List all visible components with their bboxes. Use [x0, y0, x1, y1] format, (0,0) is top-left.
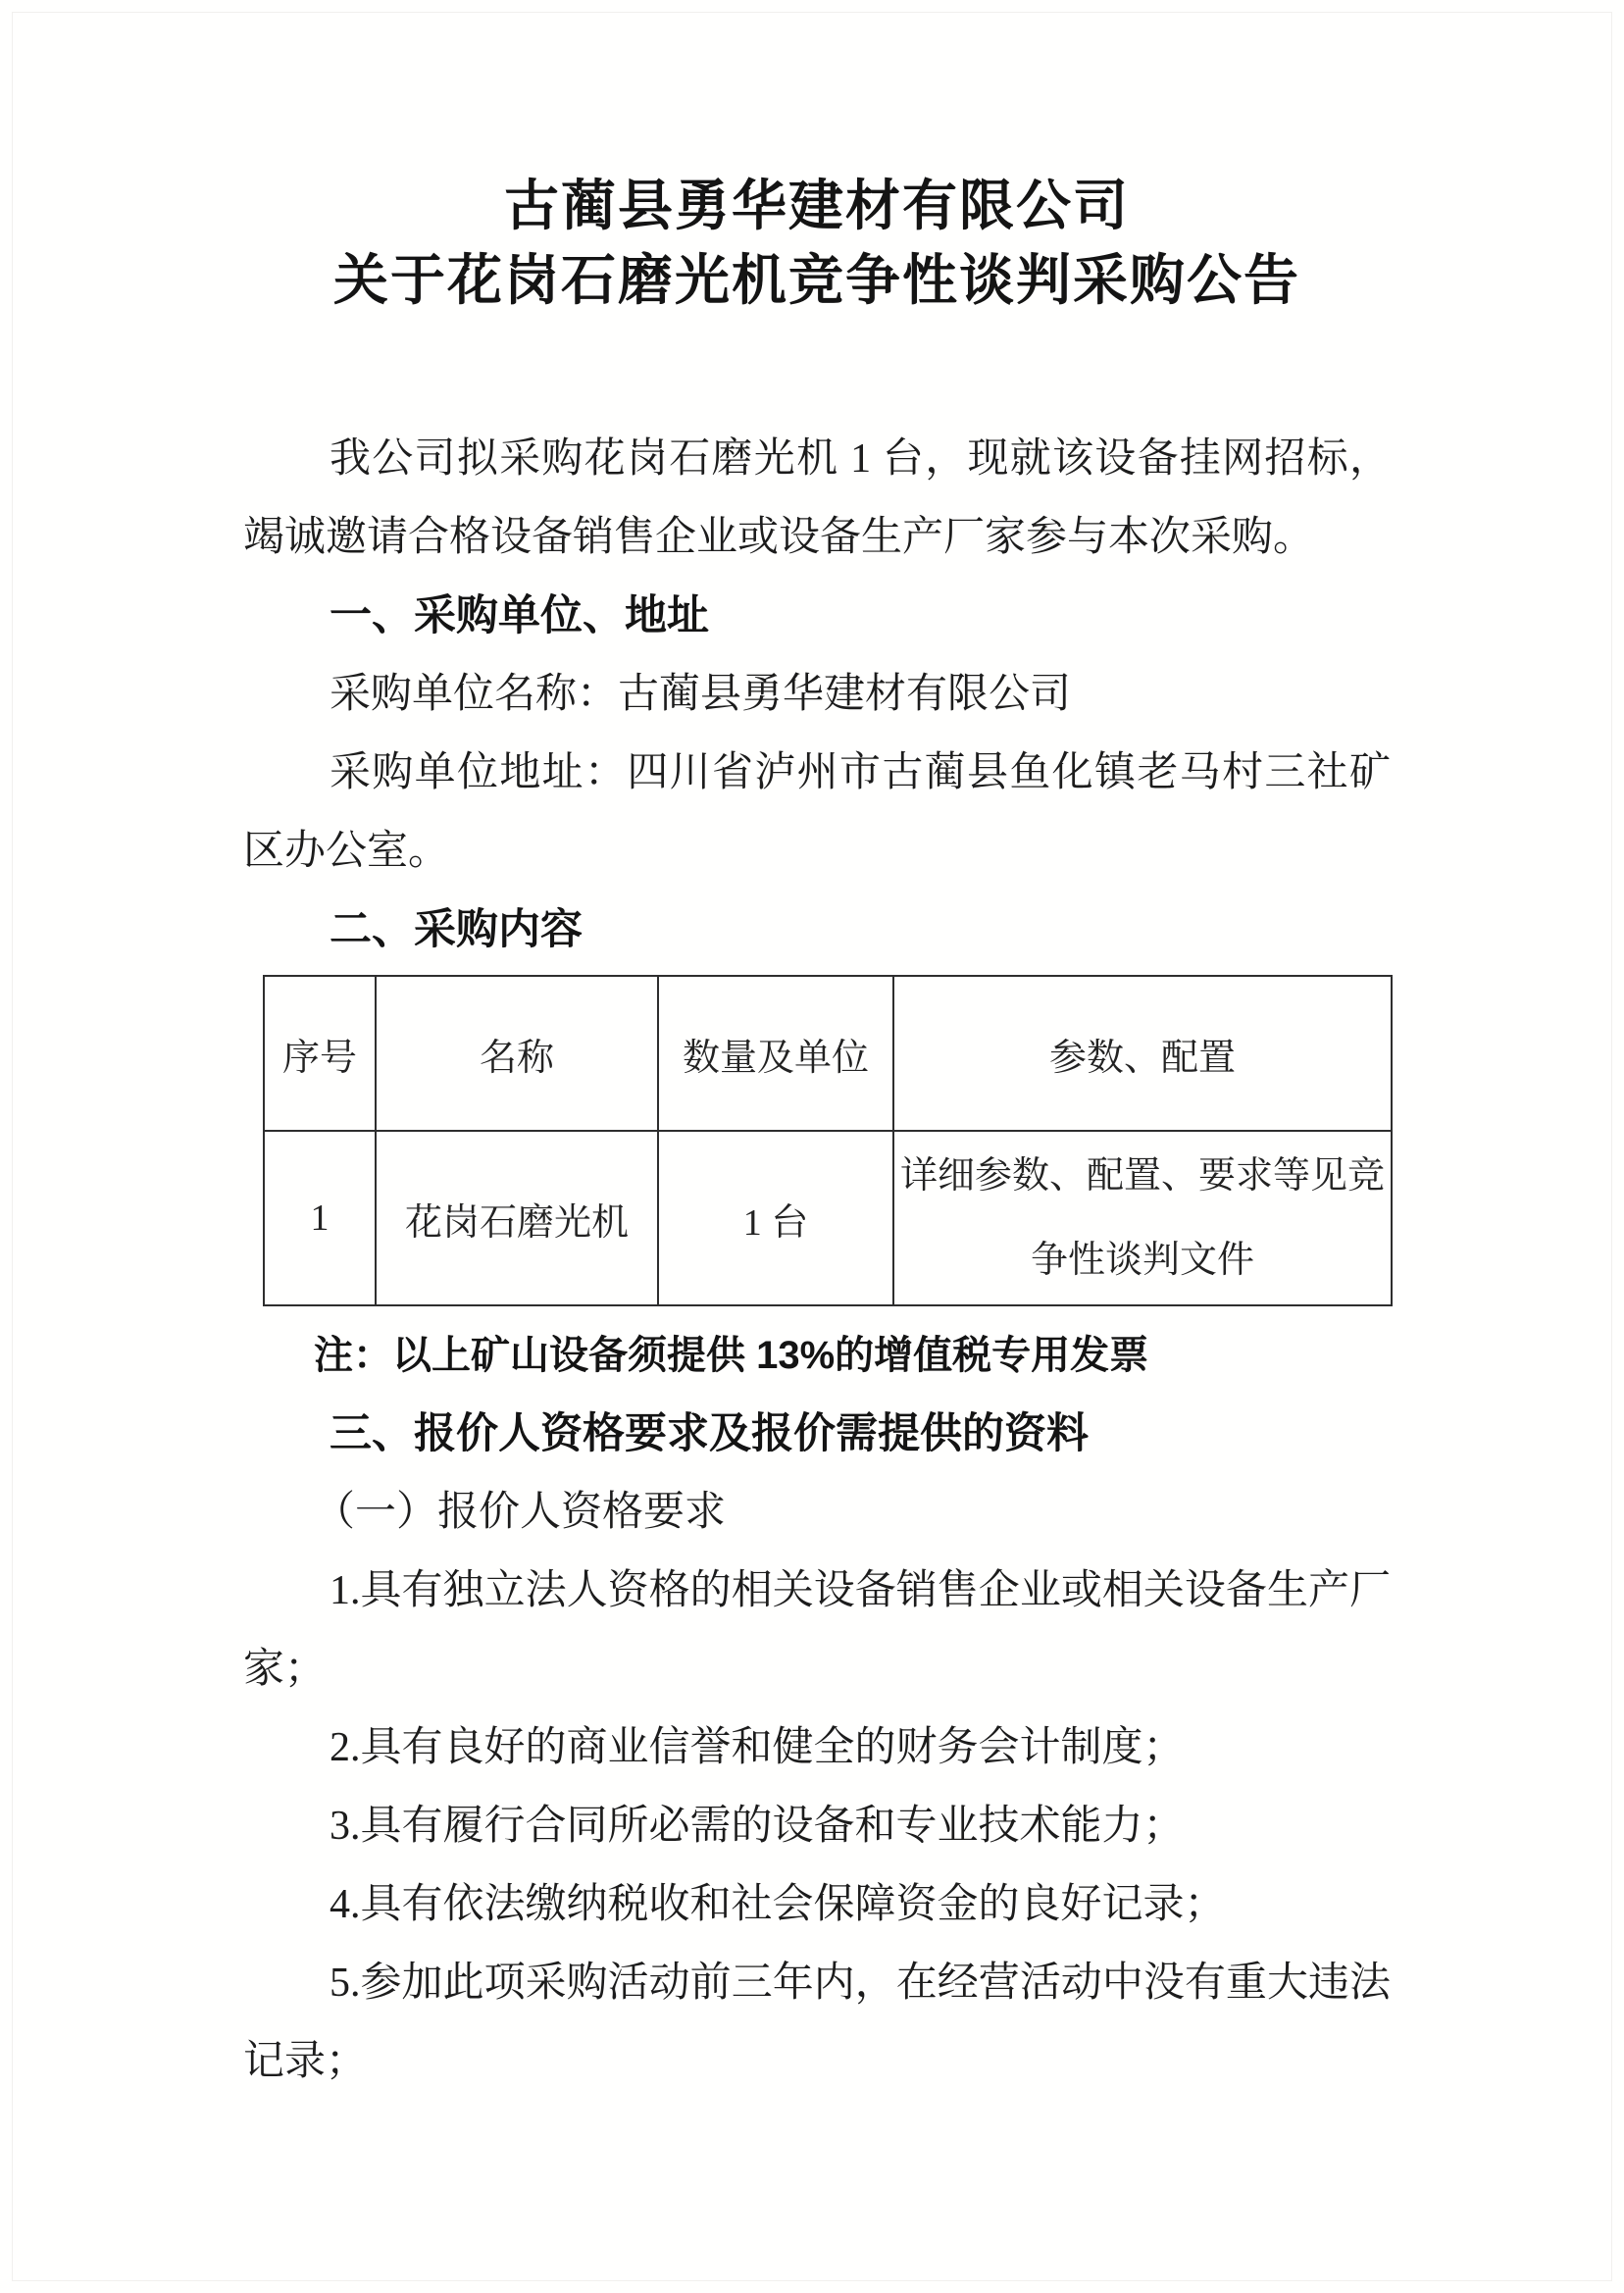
procurement-table [263, 975, 1393, 1306]
doc-title-line-1: 古蔺县勇华建材有限公司 [504, 175, 1130, 236]
section-3-subheading: （一）报价人资格要求 [314, 1490, 727, 1535]
cell-quantity: 1 台 [658, 1131, 893, 1305]
header-cell-name: 名称 [376, 976, 658, 1131]
table-row [264, 1131, 1392, 1305]
header-cell-quantity: 数量及单位 [658, 976, 893, 1131]
requirement-item-4: 4.具有依法缴纳税收和社会保障资金的良好记录； [330, 1882, 1226, 1927]
tax-note: 注：以上矿山设备须提供 13%的增值税专用发票 [314, 1334, 1149, 1377]
requirement-item-1: 1.具有独立法人资格的相关设备销售企业或相关设备生产厂家； [243, 1568, 1391, 1692]
section-2-heading: 二、采购内容 [330, 906, 583, 953]
document-content [243, 169, 1391, 2101]
section-3-heading: 三、报价人资格要求及报价需提供的资料 [330, 1410, 1089, 1457]
header-cell-parameters: 参数、配置 [893, 976, 1392, 1131]
requirement-item-2: 2.具有良好的商业信誉和健全的财务会计制度； [330, 1725, 1185, 1770]
purchaser-address-line: 采购单位地址：四川省泸州市古蔺县鱼化镇老马村三社矿区办公室。 [243, 750, 1391, 874]
cell-index: 1 [264, 1131, 376, 1305]
cell-parameters: 详细参数、配置、要求等见竞争性谈判文件 [893, 1131, 1392, 1305]
cell-name: 花岗石磨光机 [376, 1131, 658, 1305]
table-header-row [264, 976, 1392, 1131]
purchaser-name-line: 采购单位名称：古蔺县勇华建材有限公司 [330, 672, 1072, 717]
doc-title-line-2: 关于花岗石磨光机竞争性谈判采购公告 [333, 249, 1300, 311]
requirement-item-5: 5.参加此项采购活动前三年内，在经营活动中没有重大违法记录； [243, 1961, 1391, 2084]
intro-paragraph: 我公司拟采购花岗石磨光机 1 台，现就该设备挂网招标，竭诚邀请合格设备销售企业或设备生产厂家参与本次采购。 [243, 436, 1391, 560]
requirement-item-3: 3.具有履行合同所必需的设备和专业技术能力； [330, 1804, 1185, 1849]
header-cell-index: 序号 [264, 976, 376, 1131]
section-1-heading: 一、采购单位、地址 [330, 592, 709, 639]
